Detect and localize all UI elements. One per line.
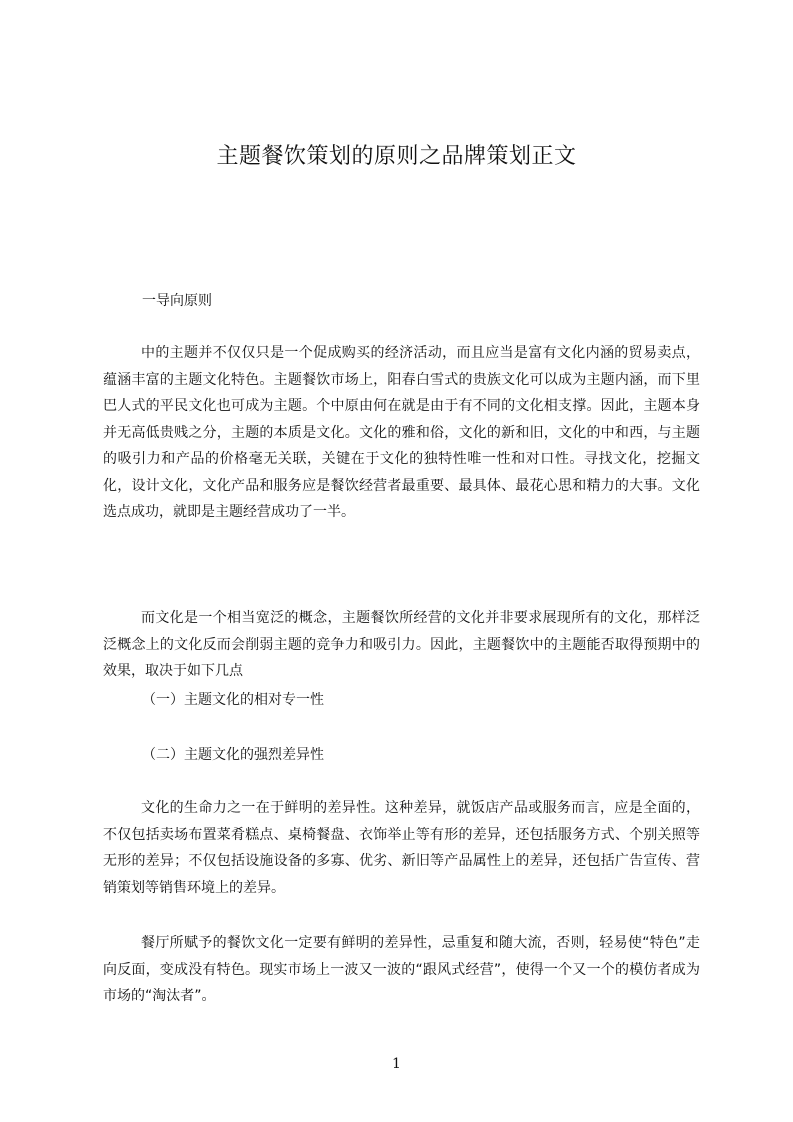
paragraph-3: 文化的生命力之一在于鲜明的差异性。这种差异，就饭店产品或服务而言，应是全面的，不仅包括卖场布置菜肴糕点、桌椅餐盘、衣饰举止等有形的差异，还包括服务方式、个别关照等无形的差异；不仅包括设施设备的多寡、优劣、新旧等产品属性上的差异，还包括广告宣传、营销策划等销售环境上的差异。 [103, 800, 700, 896]
sub-item-1: （一）主题文化的相对专一性 [142, 692, 324, 708]
paragraph-4: 餐厅所赋予的餐饮文化一定要有鲜明的差异性，忌重复和随大流，否则，轻易使“特色”走向反面，变成没有特色。现实市场上一波又一波的“跟风式经营”，使得一个又一个的模仿者成为市场的“淘汰者”。 [103, 935, 700, 1004]
page-number: 1 [392, 1056, 401, 1072]
sub-item-2: （二）主题文化的强烈差异性 [142, 747, 324, 763]
paragraph-2: 而文化是一个相当宽泛的概念，主题餐饮所经营的文化并非要求展现所有的文化，那样泛泛概念上的文化反而会削弱主题的竞争力和吸引力。因此，主题餐饮中的主题能否取得预期中的效果，取决于如下几点 [103, 610, 700, 679]
paragraph-1: 中的主题并不仅仅只是一个促成购买的经济活动，而且应当是富有文化内涵的贸易卖点，蕴涵丰富的主题文化特色。主题餐饮市场上，阳春白雪式的贵族文化可以成为主题内涵，而下里巴人式的平民文化也可成为主题。个中原由何在就是由于有不同的文化相支撑。因此，主题本身并无高低贵贱之分，主题的本质是文化。文化的雅和俗，文化的新和旧，文化的中和西，与主题的吸引力和产品的价格毫无关联，关键在于文化的独特性唯一性和对口性。寻找文化，挖掘文化，设计文化，文化产品和服务应是餐饮经营者最重要、最具体、最花心思和精力的大事。文化选点成功，就即是主题经营成功了一半。 [103, 345, 700, 520]
document-title: 主题餐饮策划的原则之品牌策划正文 [216, 144, 577, 169]
section-heading: 一导向原则 [142, 293, 212, 309]
